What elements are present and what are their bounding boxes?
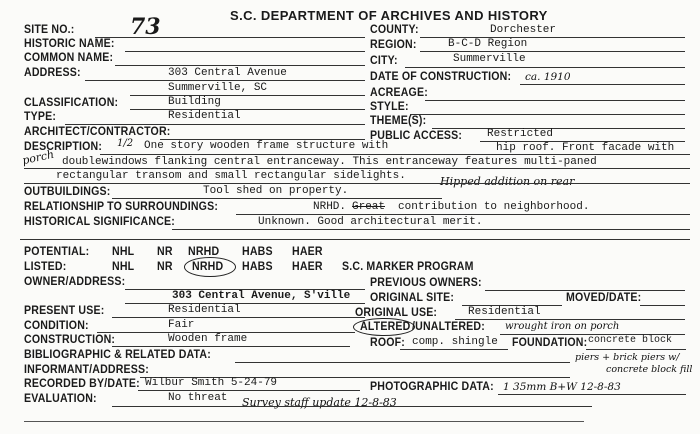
condition-value: Fair (168, 319, 195, 331)
bibliographic-line (235, 362, 570, 363)
evaluation-value: No threat (168, 392, 228, 404)
owner-value: 303 Central Avenue, S'ville (172, 290, 351, 302)
significance-label: HISTORICAL SIGNIFICANCE: (24, 216, 175, 228)
relationship-label: RELATIONSHIP TO SURROUNDINGS: (24, 201, 219, 213)
architect-label: ARCHITECT/CONTRACTOR: (24, 126, 171, 138)
photographic-label: PHOTOGRAPHIC DATA: (370, 381, 494, 393)
site-no-value: 73 (130, 14, 161, 40)
address-line2: Summerville, SC (168, 82, 268, 94)
condition-label: CONDITION: (24, 320, 89, 332)
region-value: B-C-D Region (448, 38, 528, 50)
description-rule1 (100, 154, 690, 155)
outbuildings-line (112, 198, 442, 199)
relationship-line (236, 214, 690, 215)
potential-nhl: NHL (112, 246, 135, 258)
listed-haer: HAER (292, 261, 323, 273)
roof-label: ROOF: (370, 337, 406, 349)
foundation-value: concrete block (588, 335, 673, 346)
style-line (410, 114, 685, 115)
site-no-label: SITE NO.: (24, 24, 75, 36)
outbuildings-value: Tool shed on property. (203, 185, 349, 197)
description-rule3 (24, 183, 690, 184)
section-divider (20, 239, 690, 240)
foundation-label: FOUNDATION: (512, 337, 588, 349)
outbuildings-label: OUTBUILDINGS: (24, 186, 111, 198)
relationship-struck: Great (352, 201, 386, 213)
county-label: COUNTY: (370, 24, 419, 36)
foundation-hand2: concrete block fill (606, 364, 693, 375)
acreage-label: ACREAGE: (370, 87, 428, 99)
theme-label: THEME(S): (370, 115, 427, 127)
classification-label: CLASSIFICATION: (24, 97, 119, 109)
potential-habs: HABS (242, 246, 273, 258)
theme-line (432, 128, 685, 129)
public-access-value: Restricted (487, 128, 554, 140)
owner-line2 (125, 303, 365, 304)
description-line1b: hip roof. Front facade with (496, 142, 675, 154)
photographic-line (498, 394, 686, 395)
evaluation-line2 (24, 421, 584, 422)
owner-label: OWNER/ADDRESS: (24, 276, 126, 288)
evaluation-label: EVALUATION: (24, 393, 97, 405)
form-title: S.C. DEPARTMENT OF ARCHIVES AND HISTORY (230, 8, 548, 23)
roof-line (400, 349, 508, 350)
moved-date-line (640, 305, 685, 306)
potential-nr: NR (157, 246, 173, 258)
listed-label: LISTED: (24, 261, 67, 273)
description-line3: rectangular transom and small rectangular sidelights. (56, 170, 406, 182)
recorded-value: Wilbur Smith 5-24-79 (145, 377, 278, 389)
date-construction-line (520, 84, 685, 85)
listed-nhl: NHL (112, 261, 135, 273)
present-use-line (112, 317, 365, 318)
unaltered-label: /UNALTERED: (412, 321, 485, 333)
significance-value: Unknown. Good architectural merit. (258, 216, 483, 228)
original-use-label: ORIGINAL USE: (355, 307, 438, 319)
description-fraction: 1/2 (117, 138, 134, 149)
evaluation-line (112, 406, 592, 407)
present-use-label: PRESENT USE: (24, 305, 105, 317)
address-line2-rule (130, 95, 365, 96)
altered-value: wrought iron on porch (505, 321, 620, 332)
previous-owners-label: PREVIOUS OWNERS: (370, 277, 482, 289)
photographic-value: 1 35mm B+W 12-8-83 (503, 381, 621, 393)
description-label: DESCRIPTION: (24, 141, 103, 153)
recorded-label: RECORDED BY/DATE: (24, 378, 140, 390)
potential-nrhd: NRHD (188, 246, 220, 258)
description-rule2 (24, 168, 690, 169)
present-use-value: Residential (168, 304, 241, 316)
altered-label: ALTERED (360, 321, 411, 333)
listed-nr: NR (157, 261, 173, 273)
evaluation-hand: Survey staff update 12-8-83 (242, 396, 397, 409)
classification-value: Building (168, 96, 221, 108)
original-site-label: ORIGINAL SITE: (370, 292, 455, 304)
listed-habs: HABS (242, 261, 273, 273)
foundation-hand1: piers + brick piers w/ (575, 352, 680, 363)
acreage-line (425, 100, 685, 101)
type-line (65, 124, 365, 125)
original-use-line (455, 319, 685, 320)
potential-label: POTENTIAL: (24, 246, 90, 258)
listed-nrhd: NRHD (192, 261, 224, 273)
relationship-value2: contribution to neighborhood. (398, 201, 590, 213)
recorded-line (138, 390, 360, 391)
city-label: CITY: (370, 55, 398, 67)
style-label: STYLE: (370, 101, 409, 113)
city-line (405, 67, 685, 68)
original-use-value: Residential (468, 306, 541, 318)
region-label: REGION: (370, 39, 417, 51)
previous-owners-line (485, 290, 685, 291)
address-line1: 303 Central Avenue (168, 67, 287, 79)
description-line1: One story wooden frame structure with (144, 140, 389, 152)
potential-haer: HAER (292, 246, 323, 258)
foundation-line (586, 349, 686, 350)
informant-label: INFORMANT/ADDRESS: (24, 364, 149, 376)
date-construction-value: ca. 1910 (525, 71, 571, 83)
county-value: Dorchester (490, 24, 557, 36)
common-name-label: COMMON NAME: (24, 52, 114, 64)
date-construction-label: DATE OF CONSTRUCTION: (370, 71, 512, 83)
roof-value: comp. shingle (412, 336, 498, 348)
type-value: Residential (168, 110, 241, 122)
marker-program-label: S.C. MARKER PROGRAM (342, 261, 474, 273)
city-value: Summerville (453, 53, 526, 65)
site-no-line (95, 37, 365, 38)
construction-value: Wooden frame (168, 333, 248, 345)
description-line2: doublewindows flanking central entranceway. This entranceway features multi-paned (62, 156, 597, 168)
construction-label: CONSTRUCTION: (24, 334, 116, 346)
construction-line (112, 346, 350, 347)
classification-line (130, 109, 365, 110)
type-label: TYPE: (24, 111, 57, 123)
bibliographic-label: BIBLIOGRAPHIC & RELATED DATA: (24, 349, 211, 361)
description-porch: porch (21, 147, 56, 168)
moved-date-label: MOVED/DATE: (566, 292, 642, 304)
common-name-line (115, 65, 365, 66)
address-label: ADDRESS: (24, 67, 81, 79)
public-access-label: PUBLIC ACCESS: (370, 130, 463, 142)
region-line (420, 51, 685, 52)
listed-nrhd-circle (184, 257, 236, 277)
historic-name-label: HISTORIC NAME: (24, 38, 115, 50)
relationship-value1: NRHD. (313, 201, 347, 213)
significance-line (172, 229, 690, 230)
address-line (85, 80, 365, 81)
description-hand-addition: Hipped addition on rear (440, 175, 575, 188)
historic-name-line (125, 51, 365, 52)
